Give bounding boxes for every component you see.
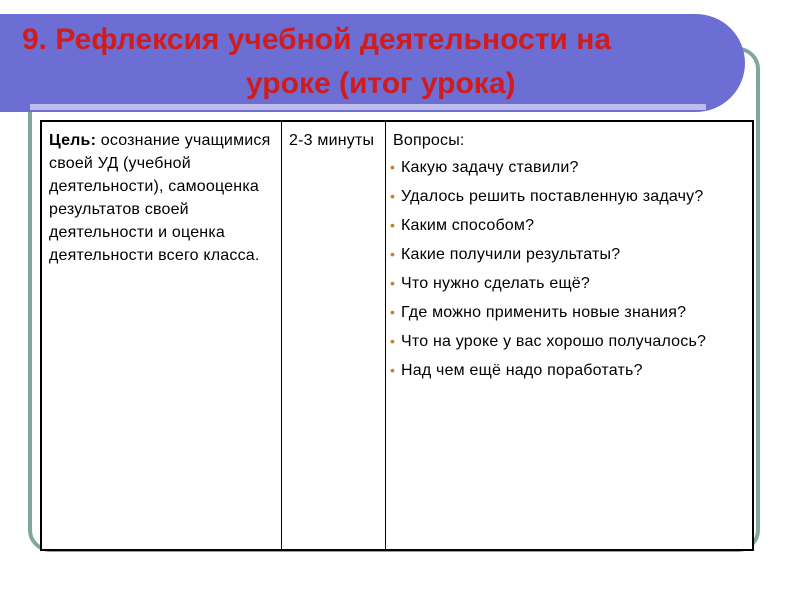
question-item <box>390 359 746 382</box>
question-text: Что на уроке у вас хорошо получалось? <box>401 333 707 350</box>
question-text: Каким способом? <box>401 217 535 234</box>
bullet-icon: • <box>390 362 396 378</box>
question-item <box>390 330 746 353</box>
title-underline <box>30 104 706 110</box>
bullet-icon: • <box>390 188 396 204</box>
question-text: Что нужно сделать ещё? <box>401 275 591 292</box>
bullet-icon: • <box>390 275 396 291</box>
question-item <box>390 214 746 237</box>
bullet-icon: • <box>390 333 396 349</box>
bullet-icon: • <box>390 217 396 233</box>
goal-text: осознание учащимися своей УД (учебной деятельности), самооценка результатов своей деятельности и оценка деятельности всего класса. <box>49 132 271 264</box>
question-text: Где можно применить новые знания? <box>401 304 687 321</box>
question-item <box>390 272 746 295</box>
questions-list <box>390 156 746 382</box>
goal-label: Цель: <box>49 132 97 149</box>
bullet-icon: • <box>390 159 396 175</box>
question-item <box>390 185 746 208</box>
time-cell <box>282 122 386 549</box>
question-text: Удалось решить поставленную задачу? <box>401 188 704 205</box>
question-text: Над чем ещё надо поработать? <box>401 362 643 379</box>
bullet-icon: • <box>390 304 396 320</box>
slide-title-line-2: уроке (итог урока) <box>246 67 516 100</box>
goal-cell <box>42 122 282 549</box>
bullet-icon: • <box>390 246 396 262</box>
question-text: Какую задачу ставили? <box>401 159 579 176</box>
questions-header: Вопросы: <box>393 132 465 149</box>
question-item <box>390 243 746 266</box>
time-text: 2-3 минуты <box>289 132 375 149</box>
questions-cell <box>386 122 752 549</box>
question-item <box>390 301 746 324</box>
slide-title-line-1: 9. Рефлексия учебной деятельности на <box>22 23 611 56</box>
question-text: Какие получили результаты? <box>401 246 621 263</box>
lesson-table <box>40 120 754 551</box>
question-item <box>390 156 746 179</box>
